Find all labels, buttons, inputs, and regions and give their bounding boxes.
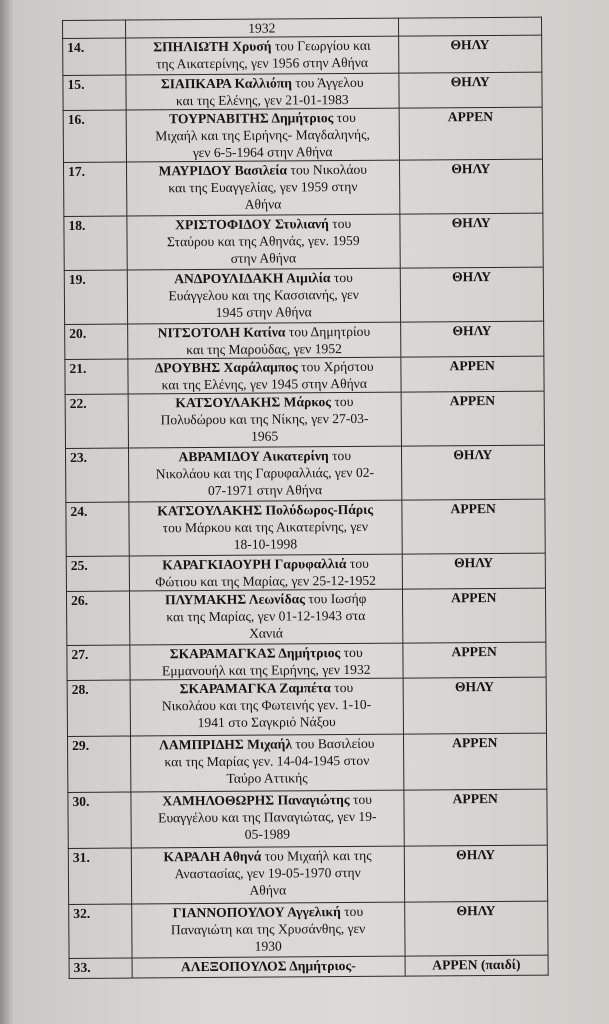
- person-name: ΔΡΟΥΒΗΣ Χαράλαμπος: [154, 359, 298, 376]
- row-description: [127, 268, 400, 324]
- description-line: Ταύρο Αττικής: [226, 770, 308, 786]
- description-line: 07-1971 στην Αθήνα: [207, 482, 323, 498]
- row-number: 30.: [68, 792, 131, 848]
- row-number: 24.: [66, 502, 129, 556]
- row-number: 28.: [67, 680, 130, 736]
- description-line: Ευαγγέλου και της Παναγιώτας, γεν 19-: [158, 808, 377, 826]
- row-description: [130, 734, 403, 792]
- description-line: της Αικατερίνης, γεν 1956 στην Αθήνα: [155, 54, 369, 72]
- person-name: ΣΚΑΡΑΜΑΓΚΑΣ Δημήτριος: [169, 645, 341, 662]
- row-number: 15.: [63, 75, 126, 110]
- description-line: Ευάγγελου και της Κασσιανής, γεν: [168, 286, 359, 304]
- description-line: 1945 στην Αθήνα: [215, 304, 312, 320]
- page-edge-shadow: [0, 0, 14, 1024]
- description-line: Σταύρου και της Αθηνάς, γεν. 1959: [166, 232, 360, 250]
- person-name: ΚΑΡΑΛΗ Αθηνά: [163, 848, 262, 865]
- table-row: [66, 553, 545, 591]
- description-line: του Χρήστου: [297, 358, 374, 375]
- table-row: [65, 391, 544, 448]
- description-line: 1930: [254, 938, 282, 954]
- row-sex-cell: [398, 17, 542, 36]
- row-description: [130, 643, 403, 680]
- row-sex: ΑΡΡΕΝ: [401, 499, 545, 554]
- row-sex: ΑΡΡΕΝ: [401, 391, 545, 446]
- description-line: και της Μαρίας, γεν 01-12-1943 στα: [166, 607, 366, 625]
- table-row: [68, 845, 547, 904]
- person-name: ΛΑΜΠΡΙΔΗΣ Μιχαήλ: [159, 736, 293, 753]
- row-description: [131, 790, 404, 848]
- table-row: [64, 213, 543, 270]
- person-name: ΜΑΥΡΙΔΟΥ Βασιλεία: [158, 162, 288, 179]
- description-line: του: [349, 791, 373, 808]
- row-number: 20.: [65, 324, 128, 359]
- row-number: 18.: [64, 216, 127, 270]
- table-row: [69, 901, 548, 958]
- row-sex: ΘΗΛΥ: [404, 901, 548, 956]
- row-sex: ΘΗΛΥ: [400, 267, 544, 322]
- table-row: [68, 733, 547, 792]
- row-sex: ΑΡΡΕΝ (παιδί): [405, 955, 549, 976]
- description-line: και της Ευαγγελίας, γεν 1959 στην: [168, 178, 358, 196]
- description-line: του Νικολάου: [287, 161, 368, 178]
- description-line: του Άγγελου: [291, 74, 364, 91]
- row-sex: ΘΗΛΥ: [401, 445, 545, 500]
- row-sex: ΑΡΡΕΝ: [402, 588, 546, 643]
- person-name: ΑΛΕΞΟΠΟΥΛΟΣ Δημήτριος-: [180, 957, 356, 975]
- description-line: του: [346, 555, 369, 572]
- description-line: του Ιωσήφ: [304, 590, 367, 607]
- row-description: [126, 160, 399, 216]
- table-row: [67, 677, 546, 736]
- description-line: Νικολάου και της Φωτεινής γεν. 1-10-: [161, 696, 372, 714]
- description-line: του Μάρκου και της Αικατερίνης, γεν: [162, 518, 369, 536]
- row-description-cell: 1932: [125, 18, 398, 38]
- row-number: 33.: [69, 958, 132, 978]
- description-line: και της Μαρούδας, γεν 1952: [186, 341, 342, 358]
- description-line: του Μιχαήλ και της: [261, 847, 372, 864]
- person-name: ΓΙΑΝΝΟΠΟΥΛΟΥ Αγγελική: [172, 904, 341, 921]
- row-sex: ΑΡΡΕΝ: [403, 733, 547, 790]
- row-number-cell: [63, 20, 126, 38]
- row-sex: ΑΡΡΕΝ: [403, 789, 547, 846]
- table-row: [63, 159, 542, 216]
- description-line: και της Μαρίας γεν. 14-04-1945 στον: [164, 752, 370, 770]
- table-row: [68, 789, 547, 848]
- row-description: [131, 846, 404, 904]
- table-row: [63, 72, 542, 110]
- table-row: [65, 445, 544, 502]
- description-line: Αθήνα: [244, 196, 282, 212]
- row-number: 26.: [66, 591, 129, 645]
- description-line: του Βασιλείου: [291, 735, 375, 752]
- table-row: [66, 588, 545, 645]
- person-name: ΣΠΗΛΙΩΤΗ Χρυσή: [153, 38, 272, 55]
- table-row: [64, 267, 543, 324]
- row-description: [128, 357, 401, 394]
- row-sex: ΘΗΛΥ: [398, 72, 542, 108]
- table-row: [67, 642, 546, 680]
- description-line: του: [333, 109, 356, 126]
- row-number: 29.: [68, 736, 131, 792]
- table-row: [69, 955, 548, 978]
- row-sex: ΘΗΛΥ: [398, 35, 542, 73]
- description-line: στην Αθήνα: [230, 250, 297, 266]
- row-description: [128, 446, 401, 502]
- person-name: ΑΒΡΑΜΙΔΟΥ Αικατερίνη: [178, 448, 329, 465]
- row-number: 27.: [67, 645, 130, 680]
- row-number: 17.: [63, 162, 126, 216]
- description-line: του: [340, 903, 364, 920]
- person-name: ΣΚΑΡΑΜΑΓΚΑ Ζαμπέτα: [179, 680, 331, 697]
- row-sex: ΘΗΛΥ: [399, 213, 543, 268]
- person-name: ΠΛΥΜΑΚΗΣ Λεωνίδας: [165, 591, 306, 608]
- table-row: [66, 499, 545, 556]
- table-row: [63, 107, 542, 162]
- row-number: 25.: [66, 556, 129, 591]
- description-line: Μιχαήλ και της Ειρήνης- Μαγδαληνής,: [155, 126, 370, 144]
- row-number: 22.: [65, 394, 128, 448]
- row-description: [132, 902, 405, 958]
- person-name: ΣΙΑΠΚΑΡΑ Καλλιόπη: [160, 75, 293, 92]
- row-number: 14.: [63, 38, 126, 75]
- person-name: ΚΑΤΣΟΥΛΑΚΗΣ Πολύδωρος-Πάρις: [157, 501, 374, 519]
- description-line: του Γεωργίου και: [271, 37, 371, 54]
- description-line: του: [340, 644, 363, 661]
- row-description: [130, 678, 403, 736]
- row-description: [129, 554, 402, 591]
- description-line: του Δημητρίου: [285, 323, 371, 340]
- description-line: του: [330, 269, 353, 286]
- row-description: [129, 500, 402, 556]
- row-number: 31.: [68, 848, 131, 904]
- row-description: [127, 214, 400, 270]
- row-description: [126, 108, 399, 162]
- row-sex: ΘΗΛΥ: [404, 845, 548, 902]
- row-description: [132, 956, 405, 978]
- description-line: 18-10-1998: [233, 536, 298, 552]
- row-number: 16.: [63, 110, 126, 162]
- person-name: ΝΙΤΣΟΤΟΛΗ Κατίνα: [157, 324, 286, 341]
- row-description: [126, 36, 399, 75]
- person-name: ΤΟΥΡΝΑΒΙΤΗΣ Δημήτριος: [169, 110, 334, 127]
- description-line: Φώτιου και της Μαρίας, γεν 25-12-1952: [155, 572, 377, 590]
- registry-table-body: [63, 17, 549, 978]
- description-line: 05-1989: [244, 826, 291, 842]
- description-line: 1965: [250, 428, 279, 444]
- description-line: Παναγιώτη και της Χρυσάνθης, γεν: [170, 920, 366, 938]
- person-name: ΚΑΤΣΟΥΛΑΚΗΣ Μάρκος: [175, 394, 332, 411]
- description-line: Χανιά: [249, 625, 284, 641]
- description-line: Εμμανουήλ και της Ειρήνης, γεν 1932: [161, 661, 371, 679]
- row-description: [129, 589, 402, 645]
- table-row: [65, 356, 544, 394]
- row-number: 23.: [65, 448, 128, 502]
- description-line: 1941 στο Σαγκριό Νάξου: [197, 714, 336, 731]
- description-line: Νικολάου και της Γαρυφαλλιάς, γεν 02-: [155, 464, 375, 482]
- row-description: [128, 392, 401, 448]
- row-number: 19.: [64, 270, 127, 324]
- row-sex: ΘΗΛΥ: [400, 321, 544, 357]
- row-number: 32.: [69, 904, 132, 958]
- person-name: ΑΝΔΡΟΥΛΙΔΑΚΗ Αιμιλία: [174, 270, 331, 287]
- description-line: Αθήνα: [249, 882, 287, 898]
- row-description: [126, 73, 399, 110]
- row-description: [128, 322, 401, 359]
- table-row: [63, 35, 542, 75]
- row-sex: ΘΗΛΥ: [402, 553, 546, 589]
- table-row: [65, 321, 544, 359]
- description-line: γεν 6-5-1964 στην Αθήνα: [192, 144, 333, 161]
- row-sex: ΘΗΛΥ: [399, 159, 543, 214]
- registry-table: [62, 17, 549, 979]
- row-number: 21.: [65, 359, 128, 394]
- description-line: και της Ελένης, γεν 21-01-1983: [175, 92, 349, 109]
- description-line: του: [328, 215, 352, 232]
- description-line: του: [328, 447, 352, 464]
- person-name: ΚΑΡΑΓΚΙΑΟΥΡΗ Γαρυφαλλιά: [162, 556, 347, 573]
- description-line: του: [330, 393, 354, 410]
- row-sex: ΑΡΡΕΝ: [402, 642, 546, 678]
- person-name: ΧΑΜΗΛΟΘΩΡΗΣ Παναγιώτης: [162, 792, 350, 809]
- description-line: και της Ελένης, γεν 1945 στην Αθήνα: [161, 375, 367, 393]
- description-line: Αναστασίας, γεν 19-05-1970 στην: [174, 864, 361, 882]
- description-line: του: [330, 679, 354, 696]
- row-sex: ΑΡΡΕΝ: [400, 356, 544, 392]
- description-line: Πολυδώρου και της Νίκης, γεν 27-03-: [160, 410, 369, 428]
- row-sex: ΑΡΡΕΝ: [399, 107, 543, 160]
- row-sex: ΘΗΛΥ: [403, 677, 547, 734]
- person-name: ΧΡΙΣΤΟΦΙΔΟΥ Στυλιανή: [175, 216, 329, 233]
